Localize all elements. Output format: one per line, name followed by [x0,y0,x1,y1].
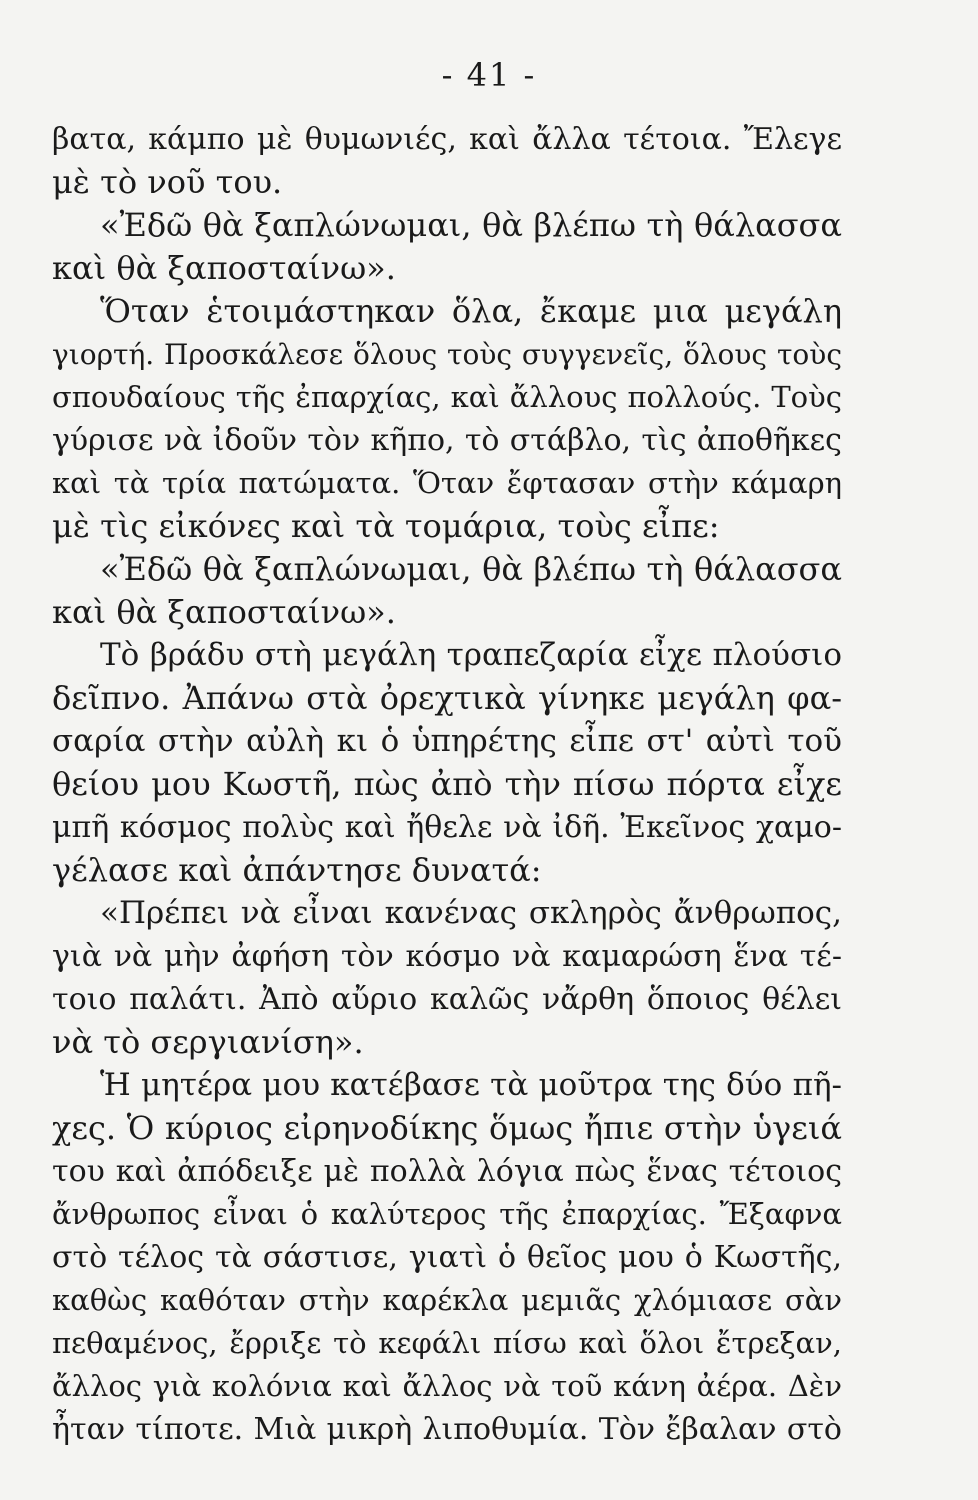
text-line: μπῆ κόσμος πολὺς καὶ ἤθελε νὰ ἰδῆ. Ἐκεῖνος χαμο- [52,810,842,845]
text-line: στὸ τέλος τὰ σάστισε, γιατὶ ὁ θεῖος μου ὁ Κωστῆς, [52,1240,842,1275]
text-line: καὶ θὰ ξαποσταίνω». [52,249,396,287]
text-line: «Πρέπει νὰ εἶναι κανένας σκληρὸς ἄνθρωπος, [100,895,842,931]
body-text [52,118,842,1451]
text-line: ἦταν τίποτε. Μιὰ μικρὴ λιποθυμία. Τὸν ἔβαλαν στὸ [52,1412,842,1447]
text-line: καθὼς καθόταν στὴν καρέκλα μεμιᾶς χλόμιασε σὰν [52,1283,842,1317]
text-line: καὶ τὰ τρία πατώματα. Ὅταν ἔφτασαν στὴν κάμαρη [52,466,842,500]
text-line: νὰ τὸ σεργιανίση». [52,1023,364,1061]
text-line: γιορτή. Προσκάλεσε ὅλους τοὺς συγγενεῖς, ὅλους τοὺς [52,338,842,371]
text-line: τοιο παλάτι. Ἀπὸ αὔριο καλῶς νἄρθη ὅποιος θέλει [52,982,842,1017]
page-number: - 41 - [441,56,537,94]
text-line: σπουδαίους τῆς ἐπαρχίας, καὶ ἄλλους πολλούς. Τοὺς [52,380,842,414]
text-line: μὲ τὸ νοῦ του. [52,163,283,201]
text-line: «Ἐδῶ θὰ ξαπλώνωμαι, θὰ βλέπω τὴ θάλασσα [100,550,842,588]
text-line: βατα, κάμπο μὲ θυμωνιές, καὶ ἄλλα τέτοια. Ἔλεγε [52,122,842,157]
text-line: καὶ θὰ ξαποσταίνω». [52,593,396,631]
text-line: «Ἐδῶ θὰ ξαπλώνωμαι, θὰ βλέπω τὴ θάλασσα [100,206,842,244]
text-line: του καὶ ἀπόδειξε μὲ πολλὰ λόγια πὼς ἕνας τέτοιος [52,1154,842,1189]
text-line: χες. Ὁ κύριος εἰρηνοδίκης ὅμως ἤπιε στὴν ὑγειά [52,1109,842,1147]
text-line: Ὅταν ἑτοιμάστηκαν ὅλα, ἔκαμε μια μεγάλη [100,292,842,330]
text-line: γιὰ νὰ μὴν ἀφήση τὸν κόσμο νὰ καμαρώση ἕνα τέ- [52,939,842,974]
text-line: Ἡ μητέρα μου κατέβασε τὰ μοῦτρα της δύο πῆ- [100,1067,842,1103]
text-line: θείου μου Κωστῆ, πὼς ἀπὸ τὴν πίσω πόρτα εἶχε [52,765,842,803]
text-line: γέλασε καὶ ἀπάντησε δυνατά: [52,851,542,889]
text-line: ἄνθρωπος εἶναι ὁ καλύτερος τῆς ἐπαρχίας. Ἔξαφνα [52,1197,842,1231]
text-line: σαρία στὴν αὐλὴ κι ὁ ὑπηρέτης εἶπε στ' αὐτὶ τοῦ [52,723,842,759]
text-line: γύρισε νὰ ἰδοῦν τὸν κῆπο, τὸ στάβλο, τὶς ἀποθῆκες [52,423,842,458]
text-line: μὲ τὶς εἰκόνες καὶ τὰ τομάρια, τοὺς εἶπε: [52,507,720,545]
text-line: δεῖπνο. Ἀπάνω στὰ ὀρεχτικὰ γίνηκε μεγάλη φα- [52,679,842,717]
text-line: ἄλλος γιὰ κολόνια καὶ ἄλλος νὰ τοῦ κάνη ἀέρα. Δὲν [52,1369,842,1403]
text-line: πεθαμένος, ἔρριξε τὸ κεφάλι πίσω καὶ ὅλοι ἔτρεξαν, [52,1326,842,1360]
text-line: Τὸ βράδυ στὴ μεγάλη τραπεζαρία εἶχε πλούσιο [100,637,842,673]
